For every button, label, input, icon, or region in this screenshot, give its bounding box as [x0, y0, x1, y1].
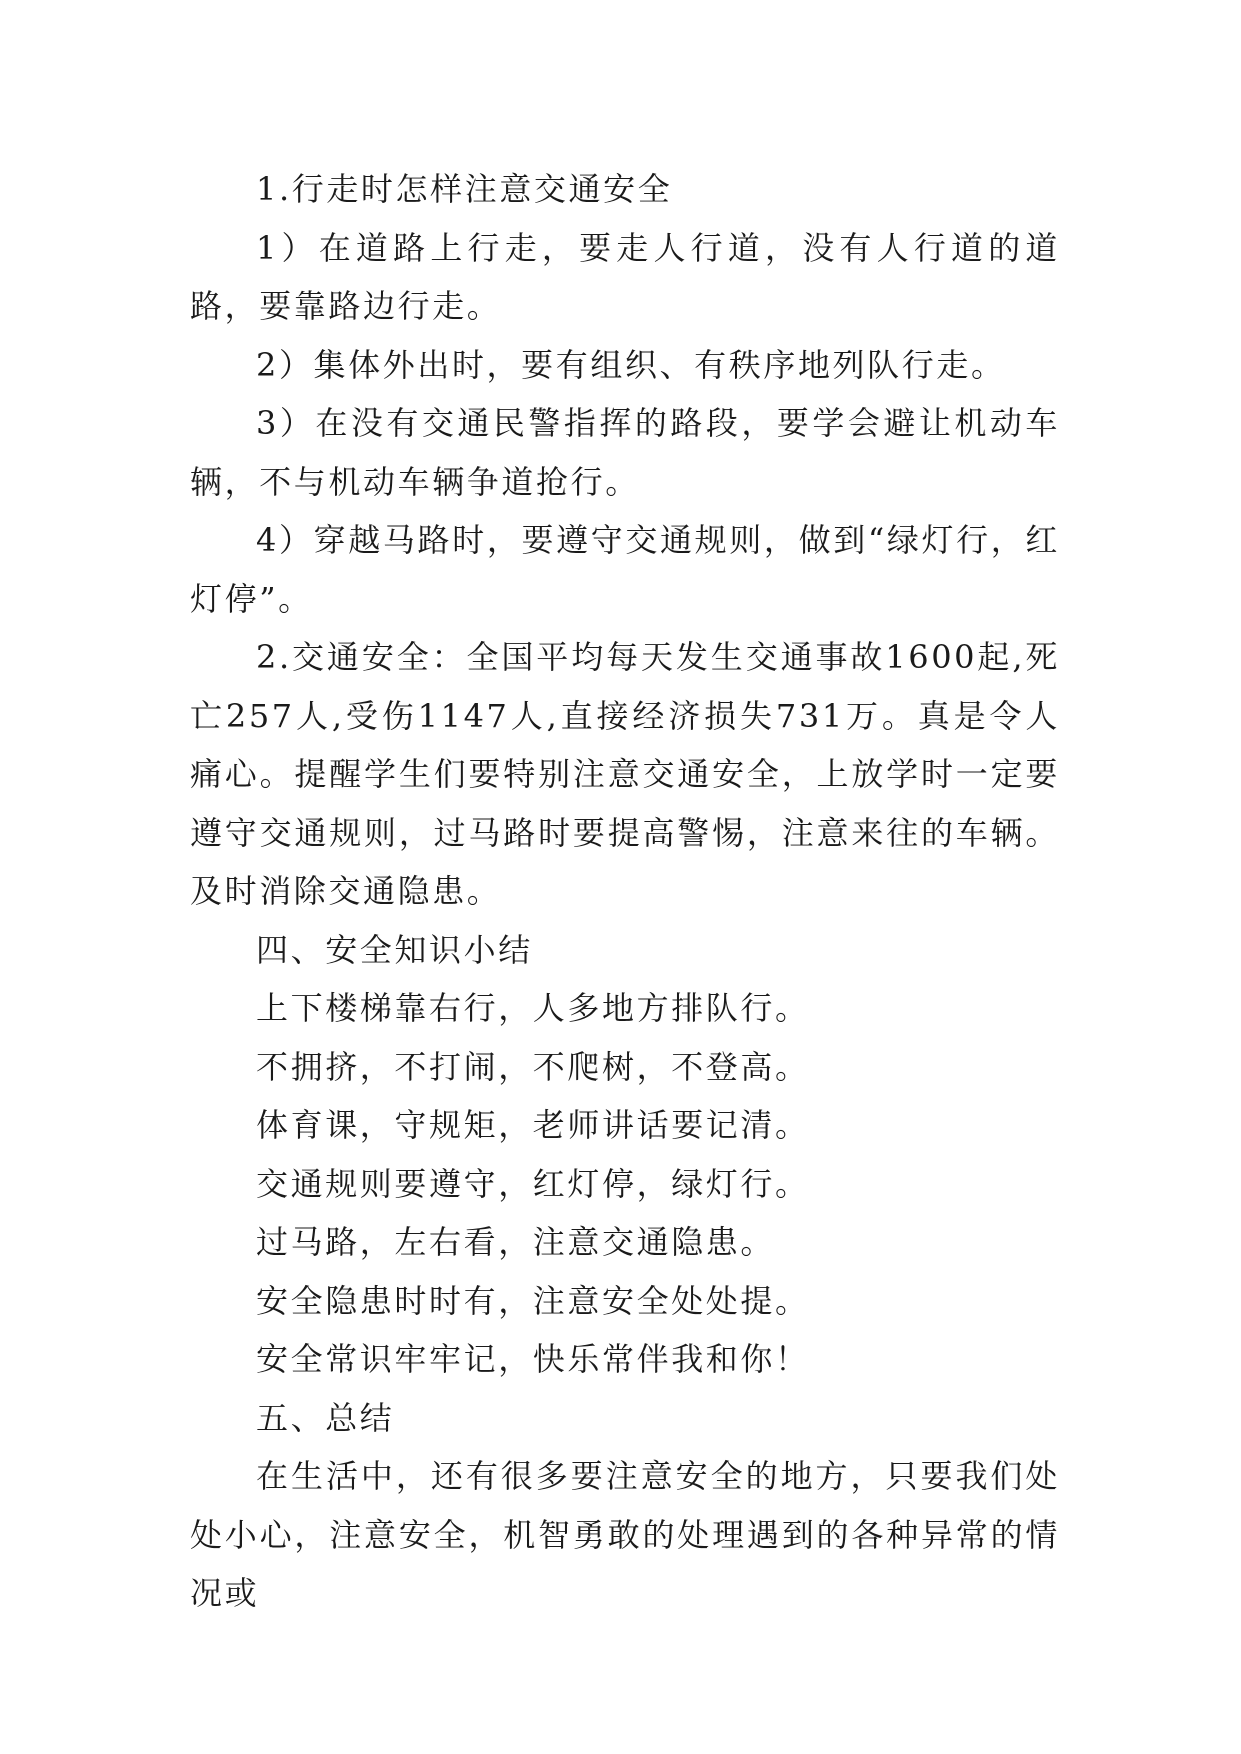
paragraph-conclusion: 在生活中，还有很多要注意安全的地方，只要我们处处小心，注意安全，机智勇敢的处理遇到的各种异常的情况或 — [190, 1457, 1060, 1612]
paragraph-traffic-statistics: 2.交通安全：全国平均每天发生交通事故1600起,死亡257人,受伤1147人,直接经济损失731万。真是令人痛心。提醒学生们要特别注意交通安全，上放学时一定要遵守交通规则，过马路时要提高警惕，注意来往的车辆。及时消除交通隐患。 — [190, 638, 1060, 910]
verse-line: 上下楼梯靠右行，人多地方排队行。 — [256, 989, 810, 1027]
paragraph-walking-safety-heading: 1.行走时怎样注意交通安全 — [256, 170, 673, 208]
verse-line: 安全隐患时时有，注意安全处处提。 — [256, 1281, 810, 1320]
paragraph-rule-2: 2）集体外出时，要有组织、有秩序地列队行走。 — [256, 345, 1006, 384]
paragraph-rule-3: 3）在没有交通民警指挥的路段，要学会避让机动车辆，不与机动车辆争道抢行。 — [190, 404, 1060, 501]
section-heading-summary: 四、安全知识小结 — [256, 930, 533, 969]
section-heading-conclusion: 五、总结 — [256, 1398, 395, 1437]
verse-line: 交通规则要遵守，红灯停，绿灯行。 — [256, 1164, 810, 1203]
verse-line: 安全常识牢牢记，快乐常伴我和你！ — [256, 1340, 810, 1378]
verse-line: 不拥挤，不打闹，不爬树，不登高。 — [256, 1047, 810, 1086]
verse-line: 过马路，左右看，注意交通隐患。 — [256, 1223, 776, 1261]
verse-line: 体育课，守规矩，老师讲话要记清。 — [256, 1106, 810, 1144]
paragraph-rule-1: 1）在道路上行走，要走人行道，没有人行道的道路，要靠路边行走。 — [190, 228, 1060, 325]
paragraph-rule-4: 4）穿越马路时，要遵守交通规则，做到“绿灯行，红灯停”。 — [190, 521, 1060, 618]
document-body — [190, 160, 1060, 1623]
